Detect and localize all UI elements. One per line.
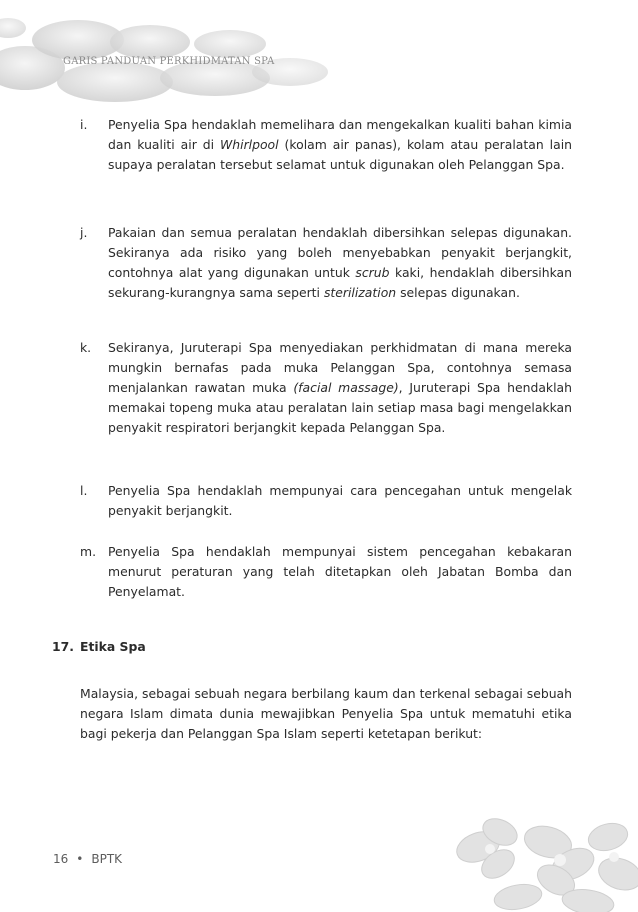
list-item-text — [108, 115, 572, 175]
spa-stones-decoration — [0, 0, 330, 110]
italic-term: scrub — [355, 264, 390, 280]
running-header: GARIS PANDUAN PERKHIDMATAN SPA — [63, 56, 275, 67]
section-title: Etika Spa — [80, 639, 146, 654]
text-run: (kolam air panas), kolam atau peralatan lain supaya peralatan tersebut selamat untuk digunakan oleh Pelanggan Spa. — [108, 136, 573, 172]
italic-term: (facial massage) — [293, 379, 399, 395]
list-item — [80, 223, 572, 303]
list-item — [80, 481, 572, 521]
text-run: , Juruterapi Spa hendaklah memakai topeng muka atau peralatan lain setiap masa bagi mengelakkan penyakit respiratori berjangkit kepada Pelanggan Spa. — [108, 379, 572, 435]
text-run: Penyelia Spa hendaklah memelihara dan mengekalkan kualiti bahan kimia dan kualiti air di — [108, 117, 572, 152]
list-item — [80, 115, 572, 175]
italic-term: Whirlpool — [220, 136, 279, 152]
list-item-text — [108, 338, 572, 438]
list-marker: j. — [80, 225, 88, 240]
list-marker: m. — [80, 544, 97, 559]
list-item-text — [108, 542, 572, 602]
list-item — [80, 338, 572, 438]
section-heading — [52, 639, 146, 654]
publisher-label: BPTK — [91, 852, 123, 866]
text-run: kaki, hendaklah dibersihkan sekurang-kurangnya sama seperti — [108, 264, 572, 300]
text-run: Sekiranya, Juruterapi Spa menyediakan perkhidmatan di mana mereka mungkin bernafas pada muka Pelanggan Spa, contohnya semasa menjalankan rawatan muka — [108, 340, 572, 395]
text-run: Penyelia Spa hendaklah mempunyai cara pencegahan untuk mengelak penyakit berjangkit. — [108, 483, 572, 518]
list-marker: l. — [80, 483, 88, 498]
list-marker: i. — [80, 117, 88, 132]
footer-separator: • — [76, 852, 84, 866]
list-item-text — [108, 223, 572, 303]
text-run: Pakaian dan semua peralatan hendaklah dibersihkan selepas digunakan. Sekiranya ada risiko yang boleh menyebabkan penyakit berjangkit, contohnya alat yang digunakan untuk — [108, 225, 572, 280]
text-run: selepas digunakan. — [396, 284, 520, 300]
list-item — [80, 542, 572, 602]
section-paragraph: Malaysia, sebagai sebuah negara berbilang kaum dan terkenal sebagai sebuah negara Islam dimata dunia mewajibkan Penyelia Spa untuk mematuhi etika bagi pekerja dan Pelanggan Spa Islam seperti ketetapan berikut: — [80, 686, 572, 741]
page-number: 16 — [53, 852, 69, 866]
list-marker: k. — [80, 340, 92, 355]
section-number: 17. — [52, 639, 74, 654]
orchid-decoration — [438, 802, 638, 912]
text-run: Penyelia Spa hendaklah mempunyai sistem pencegahan kebakaran menurut peraturan yang telah ditetapkan oleh Jabatan Bomba dan Penyelamat. — [108, 544, 572, 599]
list-item-text — [108, 481, 572, 521]
italic-term: sterilization — [323, 284, 397, 300]
page-footer — [53, 852, 122, 866]
